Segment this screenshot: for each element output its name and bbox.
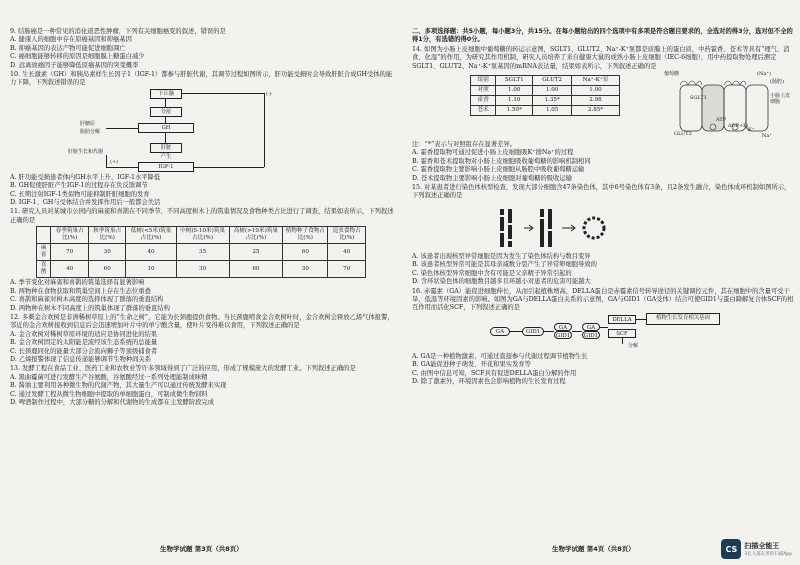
table-cell: 25 [229, 244, 283, 261]
table-header: 低树(<5米)筑巢占比(%) [126, 227, 176, 244]
table-header: SGLT1 [496, 76, 533, 86]
scanner-tagline: 3亿人都在用的扫描App [744, 552, 792, 557]
option-b: B. 两物种在食物获取和筑巢空间上存在生态位重叠 [10, 287, 151, 295]
question-16 [412, 288, 794, 387]
option-b: B. GH促使肝脏产生IGF-1的过程存在负反馈调节 [10, 182, 148, 190]
question-13 [10, 365, 398, 407]
scanner-name: 扫描全能王 [744, 542, 780, 550]
table-header: 春季筑巢占比(%) [51, 227, 89, 244]
table-cell: 10 [126, 261, 176, 278]
question-stem: 15. 对某患者进行染色体核型检查，发现大部分细胞含47条染色体，其中6号染色体有3条，且2条发生融合，染色体成环机制如图所示，下列叙述正确的是 [412, 184, 791, 200]
question-stem: 16. 赤霉素（GA）能促进细胞伸长，从而引起植株增高，DELLA蛋白是赤霉素信号转导途径的关键调控元件，其在细胞中的含量可受干旱、低温等环境因素的影响。如图为GA与DELLA蛋白关系的示意图，GA与GID1（GA受体）结合可使GID1与蛋白降解复合体SCF的相互作用而活化SCF，下列叙述正确的是 [412, 287, 794, 312]
scanner-watermark [721, 539, 792, 559]
table-row [471, 96, 620, 106]
table-header [37, 227, 51, 244]
table-cell: 麻雀 [37, 244, 51, 261]
option-a: A. 霍香提取物可通过促进小肠上皮细胞吸K⁺排Na⁺的过程 [412, 149, 574, 157]
option-b: B. GA能促进种子萌发、开花和果实发育等 [412, 361, 531, 369]
diagram-della: DELLA [608, 315, 636, 324]
option-b: B. 霍香和苍术提取物对小肠上皮细胞吸收葡萄糖的影响机制相同 [412, 157, 591, 165]
diagram-gid1-3: GID1 [583, 332, 599, 339]
table-cell: 1.10 [496, 96, 533, 106]
nesting-table [36, 226, 366, 278]
option-c: C. 长期注射IGF-1类似物可能抑制肝脏细胞的发育 [10, 190, 150, 198]
option-d: D. 除了激素外，环境因素也会影响植物的生长发育过程 [412, 377, 566, 385]
table-cell: 1.00 [572, 86, 620, 96]
option-a: A. 健康人的细胞中存在原癌基因和抑癌基因 [10, 36, 132, 44]
right-column [412, 28, 794, 387]
question-10 [10, 71, 398, 207]
option-a: A. 金合欢树对稀树草原环境的适应是协同进化的结果 [10, 330, 158, 338]
option-d: D. 远离致癌因子能够降低原癌基因的突变概率 [10, 61, 139, 69]
table-row [471, 106, 620, 116]
table-cell: 30 [283, 261, 328, 278]
table-cell: 1.00 [496, 86, 533, 96]
option-d: D. 啤酒制作过程中，大部分糖的分解和代谢物的生成都在主发酵阶段完成 [10, 398, 215, 406]
left-column [10, 28, 398, 408]
label-adp: ADP+Pi [728, 123, 749, 130]
table-header: Na⁺-K⁺泵 [572, 76, 620, 86]
label-na: Na⁺ [762, 133, 772, 140]
table-cell: 60 [283, 244, 328, 261]
question-stem: 10. 生长激素（GH）和胰岛素样生长因子1（IGF-1）都参与肝脏代谢，其调节过程如图所示，肝功能受损时会导致肝脏合成GH受体的能力下降，下列叙述错误的是 [10, 71, 393, 87]
table-cell: 霍香 [471, 96, 496, 106]
diagram-label-growth: 肝脏生长和代谢 [68, 148, 104, 155]
table-cell: 1.00 [533, 86, 572, 96]
q14-figure-area [412, 71, 794, 141]
ring-chromosome-diagram [412, 201, 794, 253]
label-intestinal: (肠腔) [770, 79, 784, 86]
gh-regulation-diagram [10, 89, 398, 173]
table-cell: 70 [51, 244, 89, 261]
question-stem: 14. 如图为小肠上皮细胞中葡萄糖的转运示意图，SGLT1、GLUT2、Na⁺-K⁺泵都是质膜上的蛋白质，中药霍香、苍术等具有“理气、消食、化湿”的作用，为研究其作用机制，研究人员培养了来自健康大鼠的成熟小肠上皮细胞（IEC-6细胞），用中药提取物处理后测定SGLT1、GLUT2、Na⁺-K⁺泵基因的mRNA表达量，结果如表所示，下列叙述正确的是 [412, 45, 790, 70]
option-c: C. 霍香提取物主要影响小肠上皮细胞从肠腔中吸收葡萄糖运输 [412, 166, 585, 174]
table-header: 植物种子食物占比(%) [283, 227, 328, 244]
table-header: 昆虫食物占比(%) [328, 227, 366, 244]
option-b: B. 金合欢树固定的太阳能是流经该生态系统的总能量 [10, 339, 158, 347]
label-glucose: 葡萄糖 [664, 71, 680, 78]
diagram-ga: GA [490, 327, 510, 336]
table-header: 秋季筑巢占比(%) [88, 227, 126, 244]
question-15 [412, 184, 794, 286]
diagram-ga-2: GA [554, 323, 572, 331]
table-cell: 60 [88, 261, 126, 278]
question-stem: 13. 发酵工程在食品工业、医药工业和农牧业等许多领域得到了广泛的应用，形成了规模庞大的发酵工业。下列叙述正确的是 [10, 365, 356, 373]
label-na-top: (Na⁺) [757, 71, 771, 78]
section-heading: 二、多项选择题：共5小题，每小题3分，共15分。在每小题给出的四个选项中有多项是符合题目要求的，全选对的得3分，选对但不全的得1分，有选错的得0分。 [412, 28, 793, 44]
table-header: 中树(5-10米)筑巢占比(%) [176, 227, 229, 244]
option-b: B. 该患者核型异常可能是其母亲减数分裂产生了异常卵细胞导致的 [412, 261, 597, 269]
option-c: C. 喜鹊和麻雀对树木高度的选择体现了群落的垂直结构 [10, 296, 164, 304]
question-stem: 9. 结肠癌是一种常见的消化道恶性肿瘤，下列有关细胞癌变的叙述，错误的是 [10, 28, 226, 35]
diagram-box-liver: 肝脏 [150, 143, 182, 153]
label-cell: 小肠上皮细胞 [770, 93, 791, 106]
option-c: C. 通过发酵工程从微生物细胞中提取的单细胞蛋白，可制成微生物饲料 [10, 390, 208, 398]
diagram-box-produce: 产生 [150, 153, 182, 161]
option-d: D. 含环状染色体的细胞数目越多且环越小对患者的危害可能越大 [412, 278, 591, 286]
table-cell: 喜鹊 [37, 261, 51, 278]
page-footer-right: 生物学试题 第4页（共8页） [552, 545, 635, 553]
option-a: A. 黑曲霉菌可进行发酵生产谷氨酸，谷氨酸经过一系列处理能制成味精 [10, 373, 208, 381]
option-c: C. 染色体核型异常细胞中含有可能是父亲精子异常引起的 [412, 269, 572, 277]
table-cell: 1.50* [496, 106, 533, 116]
option-d: D. 乙烯报警体现了信息传递能够调节生物种间关系 [10, 355, 152, 363]
option-a: A. 季节变化对麻雀和喜鹊的筑巢选择有显著影响 [10, 279, 145, 287]
option-d: D. IGF-1、GH与受体结合并发挥作用后一般都会失活 [10, 199, 161, 207]
option-d: D. 两物种在树木不同高度上的筑巢体现了群落的垂直结构 [10, 304, 170, 312]
table-header: 组别 [471, 76, 496, 86]
table-cell: 2.98 [572, 96, 620, 106]
option-c: C. 由图中信息可知，SCF具有促进DELLA蛋白分解的作用 [412, 369, 577, 377]
question-stem: 12. 多刺金合欢树是非洲稀树草原上的“生命之树”，它能为长颈鹿提供食物。当长颈鹿啃食金合欢树叶时，金合欢树会释放乙烯气体报警，邻近的金合欢树接收到信息后会迅速增加叶片中的单宁酸含量，使叶片变得难以食用，下列叙述正确的是 [10, 313, 394, 330]
diagram-degrade: 分解 [628, 342, 639, 349]
table-note: 注：“*”表示与对照组存在显著差异。 [412, 141, 517, 149]
table-header: GLUT2 [533, 76, 572, 86]
ga-della-diagram [412, 313, 794, 353]
diagram-gid1-2: GID1 [555, 332, 571, 339]
diagram-label-lipolysis: 脂肪分解 [80, 128, 101, 135]
scanner-logo-icon: CS [721, 539, 741, 559]
table-cell: 70 [328, 261, 366, 278]
label-glut2: GLUT2 [674, 131, 692, 138]
table-cell: 1.35* [533, 96, 572, 106]
table-cell: 苍术 [471, 106, 496, 116]
table-cell: 40 [328, 244, 366, 261]
diagram-box-secrete: 分泌 [150, 107, 182, 117]
label-k: K⁺ [748, 127, 755, 134]
diagram-box-igf1: IGF-1 [138, 162, 194, 172]
diagram-box-gh: GH [138, 123, 194, 133]
table-cell: 35 [176, 244, 229, 261]
label-sglt1: SGLT1 [690, 95, 707, 102]
option-a: A. GA是一种植物激素，可通过直接参与代谢过程调节植物生长 [412, 352, 588, 360]
table-cell: 2.85* [572, 106, 620, 116]
option-c: C. 癌细胞能够转移的原因是细胞膜上糖蛋白减少 [10, 53, 145, 61]
table-header: 高树(>10米)筑巢占比(%) [229, 227, 283, 244]
question-11 [10, 208, 398, 312]
option-b: B. 抑癌基因的表达产物可能促进细胞凋亡 [10, 44, 126, 52]
table-cell: 40 [51, 261, 89, 278]
question-9 [10, 28, 398, 70]
table-cell: 40 [126, 244, 176, 261]
mrna-table [470, 75, 620, 116]
table-cell: 对照 [471, 86, 496, 96]
page-footer-left: 生物学试题 第3页（共8页） [160, 545, 243, 553]
option-a: A. 肝功能受损患者体内GH水平上升、IGF-1水平降低 [10, 173, 161, 181]
diagram-label-plus: (+) [110, 158, 119, 165]
table-row [37, 244, 366, 261]
table-cell: 60 [229, 261, 283, 278]
diagram-effect: 植物生长发育相关基因 [646, 313, 720, 325]
option-a: A. 该患者出现核型异常细胞是因为发生了染色体结构与数目变异 [412, 252, 591, 260]
table-cell: 1.05 [533, 106, 572, 116]
diagram-box-hypothalamus: 下丘脑 [150, 89, 182, 99]
table-row [37, 261, 366, 278]
label-atp: ATP [716, 117, 727, 124]
diagram-label-minus: (-) [266, 90, 272, 97]
question-14 [412, 46, 794, 183]
table-row [471, 86, 620, 96]
table-cell: 30 [176, 261, 229, 278]
diagram-label-glycogen: 肝糖原 [80, 120, 96, 127]
question-stem: 11. 研究人员对某城市公园内的麻雀和喜鹊在不同季节、不同高度树木上的筑巢情况及食物种类占比进行了调查，结果如表所示，下列叙述正确的是 [10, 208, 394, 224]
diagram-gid1: GID1 [522, 327, 544, 336]
diagram-scf: SCF [608, 329, 636, 338]
option-c: C. 长颈鹿同化的能量大部分会流向狮子等顶级捕食者 [10, 347, 158, 355]
option-b: B. 酱油主要利用各种微生物的代谢产物，其大量生产可以通过传统发酵来实现 [10, 382, 227, 390]
table-cell: 30 [88, 244, 126, 261]
question-12 [10, 314, 398, 364]
diagram-ga-3: GA [582, 323, 600, 331]
option-d: D. 苍术提取物主要影响小肠上皮细胞对葡萄糖的吸收运输 [412, 174, 572, 182]
